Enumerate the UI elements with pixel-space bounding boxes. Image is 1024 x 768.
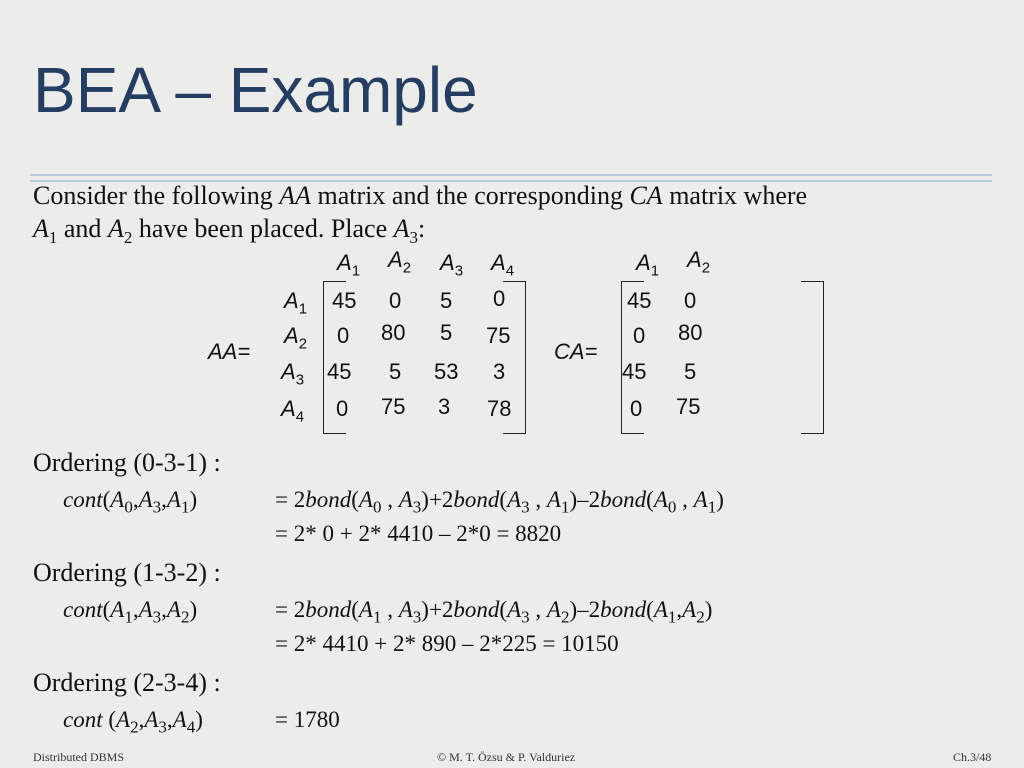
ca-cell: 45 bbox=[627, 288, 652, 313]
ordering-heading: Ordering (1-3-2) : bbox=[33, 558, 221, 587]
aa-col-header: $A_3$ bbox=[440, 250, 464, 280]
intro-line-2: $A_1$ and $A_2$ have been placed. Place $A_3$: bbox=[33, 214, 426, 248]
footer-left: Distributed DBMS bbox=[33, 750, 125, 764]
ca-cell: 5 bbox=[684, 359, 697, 384]
ca-cell: 80 bbox=[678, 320, 703, 345]
aa-cell: 75 bbox=[381, 394, 406, 419]
ordering-heading: Ordering (0-3-1) : bbox=[33, 448, 221, 477]
aa-cell: 5 bbox=[440, 320, 453, 345]
ca-cell: 45 bbox=[622, 359, 647, 384]
aa-col-header: $A_4$ bbox=[491, 250, 515, 280]
aa-cell: 80 bbox=[381, 320, 406, 345]
ordering-result: = 2* 4410 + 2* 890 – 2*225 = 10150 bbox=[275, 631, 619, 656]
footer-center: © M. T. Özsu & P. Valduriez bbox=[437, 750, 576, 764]
ca-cell: 0 bbox=[630, 396, 643, 421]
aa-cell: 5 bbox=[389, 359, 402, 384]
ordering-result: = 2* 0 + 2* 4410 – 2*0 = 8820 bbox=[275, 521, 562, 546]
aa-cell: 53 bbox=[434, 359, 459, 384]
aa-cell: 0 bbox=[337, 323, 350, 348]
aa-cell: 45 bbox=[332, 288, 357, 313]
aa-row-header: $A_4$ bbox=[281, 396, 305, 426]
ordering-cont: cont $(A_2,A_3,A_4)$ bbox=[63, 707, 203, 737]
aa-cell: 0 bbox=[493, 286, 506, 311]
ca-cell: 0 bbox=[633, 323, 646, 348]
title-divider-top bbox=[30, 174, 992, 176]
aa-cell: 78 bbox=[487, 396, 512, 421]
ca-cell: 0 bbox=[684, 288, 697, 313]
ca-matrix-label: CA= bbox=[554, 339, 598, 364]
aa-col-header: $A_2$ bbox=[388, 247, 412, 277]
aa-matrix-label: AA= bbox=[208, 339, 251, 364]
ordering-expr: = 1780 bbox=[275, 707, 340, 732]
ordering-expr: = $2bond(A_1$ , $A_3)+2bond(A_3$ , $A_2)-2bond(A_1,A_2)$ bbox=[275, 597, 713, 627]
ordering-cont: $cont(A_1,A_3,A_2)$ bbox=[63, 597, 198, 627]
ordering-cont: $cont(A_0,A_3,A_1)$ bbox=[63, 487, 198, 517]
aa-cell: 3 bbox=[438, 394, 451, 419]
aa-cell: 75 bbox=[486, 323, 511, 348]
aa-cell: 3 bbox=[493, 359, 506, 384]
ca-col-header: $A_2$ bbox=[687, 247, 711, 277]
ca-col-header: $A_1$ bbox=[636, 250, 660, 280]
slide-title: BEA – Example bbox=[33, 54, 478, 126]
ordering-heading: Ordering (2-3-4) : bbox=[33, 668, 221, 697]
aa-cell: 5 bbox=[440, 288, 453, 313]
aa-row-header: $A_2$ bbox=[284, 323, 308, 353]
ca-right-bracket bbox=[801, 281, 824, 434]
aa-cell: 0 bbox=[389, 288, 402, 313]
aa-cell: 45 bbox=[327, 359, 352, 384]
footer-page-number: Ch.3/48 bbox=[953, 750, 992, 764]
aa-col-header: $A_1$ bbox=[337, 250, 361, 280]
ordering-expr: = $2bond(A_0$ , $A_3)+2bond(A_3$ , $A_1)-2bond(A_0$ , $A_1$) bbox=[275, 487, 724, 517]
aa-row-header: $A_3$ bbox=[281, 359, 305, 389]
aa-row-header: $A_1$ bbox=[284, 288, 308, 318]
aa-cell: 0 bbox=[336, 396, 349, 421]
ca-cell: 75 bbox=[676, 394, 701, 419]
intro-line-1: Consider the following AA matrix and the corresponding CA matrix where bbox=[33, 181, 808, 210]
